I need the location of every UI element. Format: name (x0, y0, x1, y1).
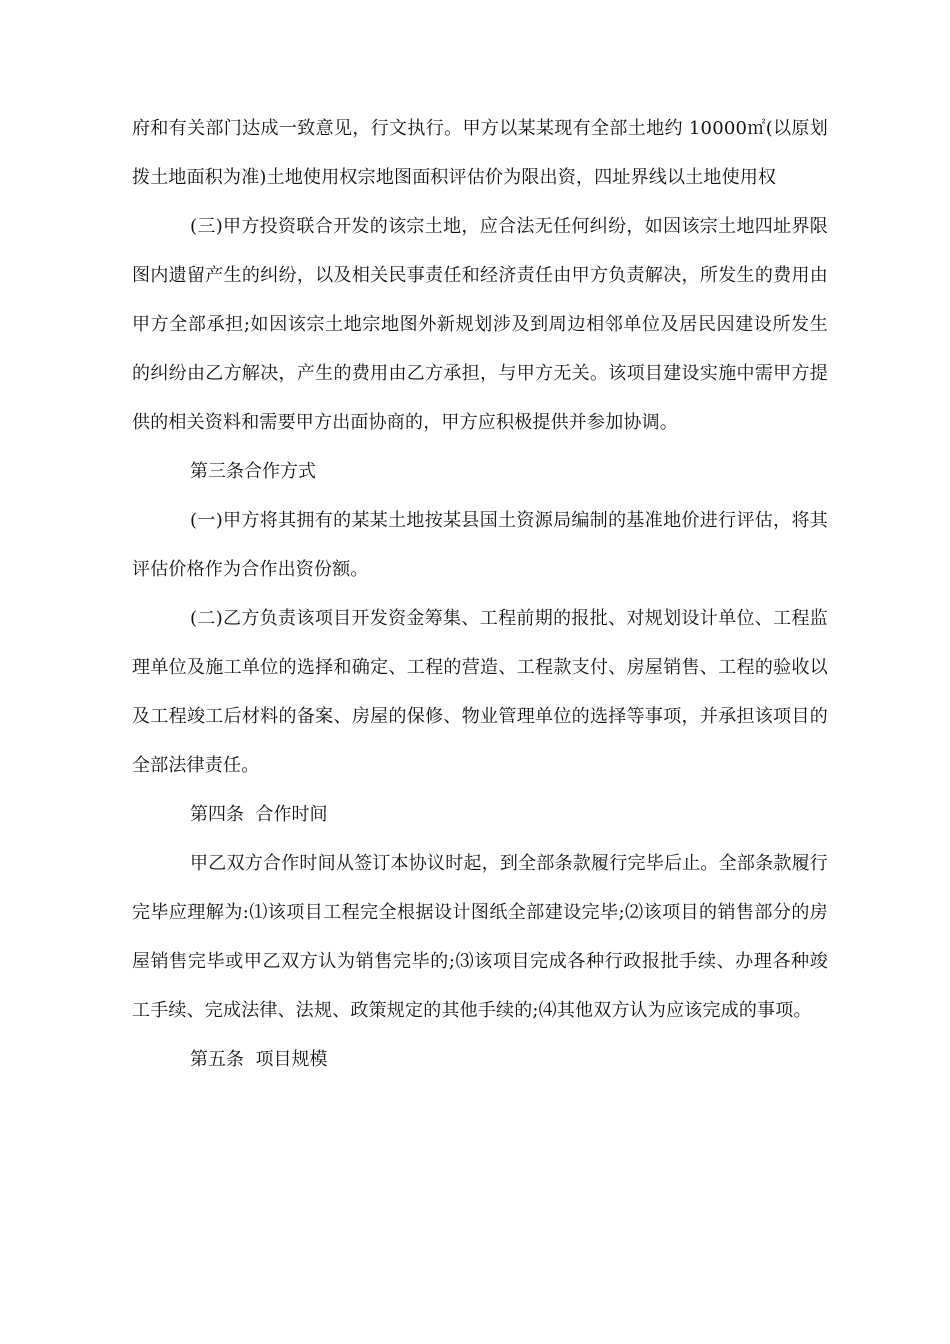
paragraph-land-valuation: (一)甲方将其拥有的某某土地按某县国土资源局编制的基准地价进行评估，将其评估价格作为合作出资份额。 (132, 510, 828, 580)
paragraph-dispute-responsibility: (三)甲方投资联合开发的该宗土地，应合法无任何纠纷，如因该宗土地四址界限图内遗留产生的纠纷，以及相关民事责任和经济责任由甲方负责解决，所发生的费用由甲方全部承担;如因该宗土地宗地图外新规划涉及到周边相邻单位及居民因建设所发生的纠纷由乙方解决，产生的费用由乙方承担，与甲方无关。该项目建设实施中需甲方提供的相关资料和需要甲方出面协商的，甲方应积极提供并参加协调。 (132, 216, 828, 433)
document-page (132, 104, 828, 1084)
paragraph-party-b-duties: (二)乙方负责该项目开发资金筹集、工程前期的报批、对规划设计单位、工程监理单位及施工单位的选择和确定、工程的营造、工程款支付、房屋销售、工程的验收以及工程竣工后材料的备案、房屋的保修、物业管理单位的选择等事项，并承担该项目的全部法律责任。 (132, 608, 828, 776)
heading-article-three: 第三条合作方式 (190, 461, 316, 482)
heading-article-four: 第四条 合作时间 (190, 804, 328, 825)
heading-article-five: 第五条 项目规模 (190, 1049, 328, 1070)
paragraph-cooperation-time: 甲乙双方合作时间从签订本协议时起，到全部条款履行完毕后止。全部条款履行完毕应理解为:⑴该项目工程完全根据设计图纸全部建设完毕;⑵该项目的销售部分的房屋销售完毕或甲乙双方认为销售完毕的;⑶该项目完成各种行政报批手续、办理各种竣工手续、完成法律、法规、政策规定的其他手续的;⑷其他双方认为应该完成的事项。 (132, 853, 828, 1021)
paragraph-land-contribution: 府和有关部门达成一致意见，行文执行。甲方以某某现有全部土地约 10000㎡(以原划拨土地面积为准)土地使用权宗地图面积评估价为限出资，四址界线以土地使用权 (132, 118, 828, 188)
